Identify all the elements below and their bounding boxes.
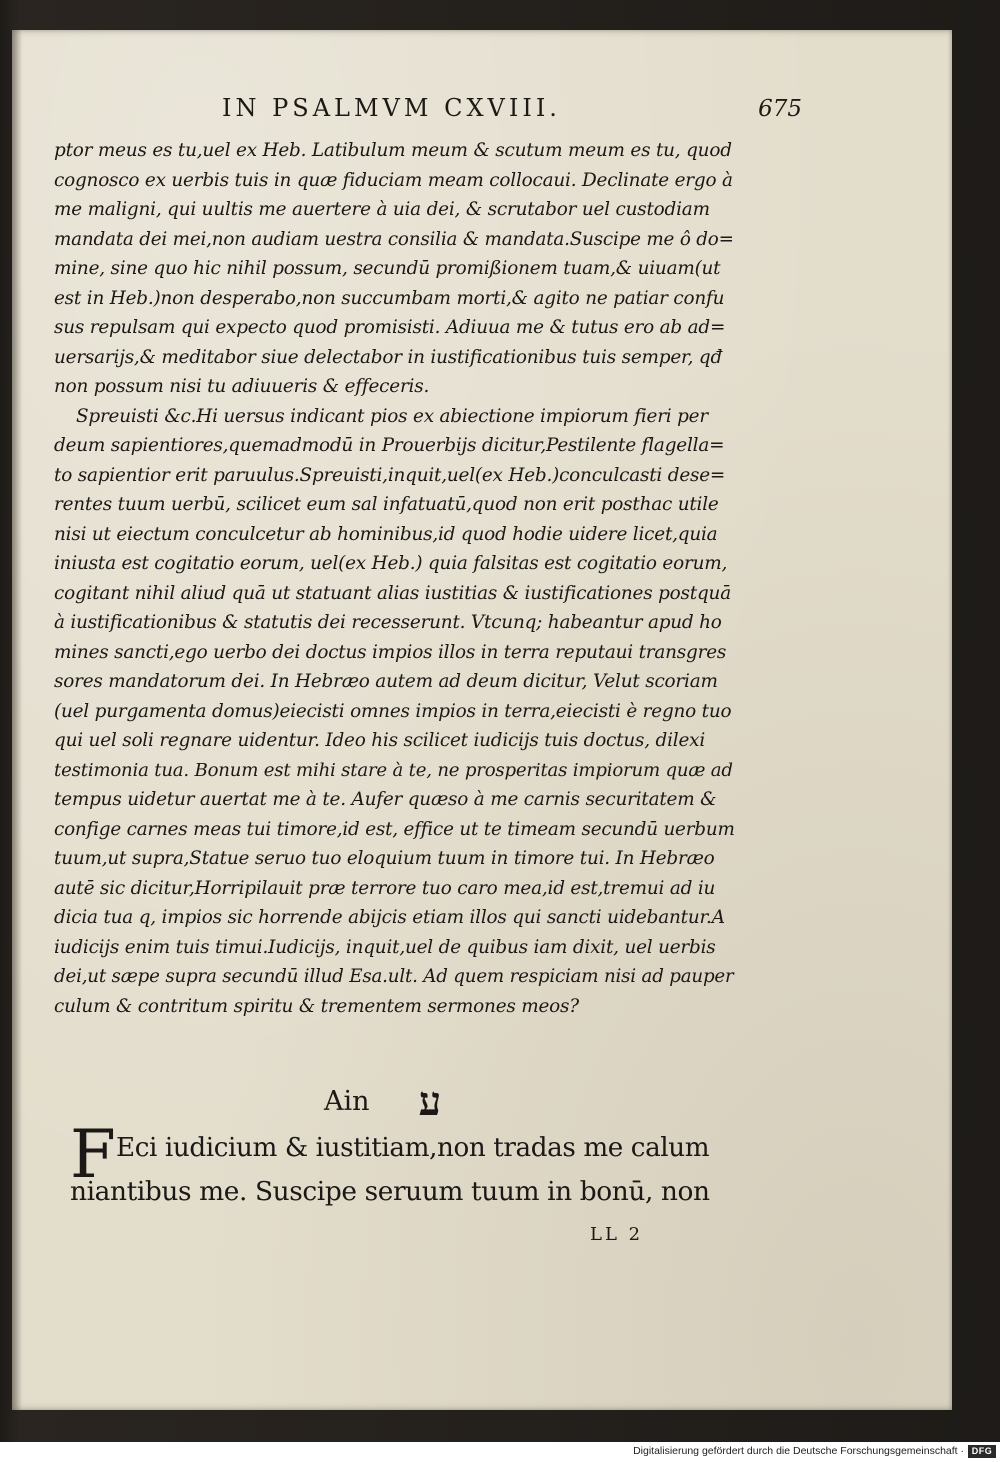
commentary-line: mine, sine quo hic nihil possum, secundū promißionem tuam,& uiuam(ut bbox=[54, 258, 721, 279]
drop-capital: F bbox=[70, 1116, 116, 1193]
commentary-line: cogitant nihil aliud quā ut statuant alias iustitias & iustificationes postquā bbox=[54, 582, 731, 604]
commentary-line: autē sic dicitur,Horripilauit præ terrore tuo caro mea,id est,tremui ad iu bbox=[54, 877, 716, 899]
running-head-title: IN PSALMVM CXVIII. bbox=[222, 94, 561, 122]
commentary-line: mines sancti,ego uerbo dei doctus impios illos in terra reputaui transgres bbox=[54, 641, 727, 663]
commentary-line: (uel purgamenta domus)eiecisti omnes impios in terra,eiecisti è regno tuo bbox=[54, 700, 732, 722]
signature-mark: LL 2 bbox=[590, 1224, 644, 1245]
commentary-line: à iustificationibus & statutis dei recesserunt. Vtcunq; habeantur apud ho bbox=[54, 612, 722, 633]
commentary-line: cognosco ex uerbis tuis in quæ fiduciam meam collocaui. Declinate ergo à bbox=[54, 169, 733, 191]
hebrew-letter-ayin: ע bbox=[418, 1078, 442, 1125]
dfg-logo: DFG bbox=[968, 1445, 996, 1458]
commentary-line: culum & contritum spiritu & trementem sermones meos? bbox=[54, 995, 579, 1017]
commentary-line: dicia tua q, impios sic horrende abijcis etiam illos qui sancti uidebantur.A bbox=[54, 907, 725, 928]
commentary-line: uersarijs,& meditabor siue delectabor in iustificationibus tuis semper, qđ bbox=[54, 346, 723, 368]
digitization-footer bbox=[0, 1442, 1000, 1462]
commentary-line: rentes tuum uerbū, scilicet eum sal infatuatū,quod non erit posthac utile bbox=[54, 494, 719, 515]
commentary-line: sores mandatorum dei. In Hebræo autem ad deum dicitur, Velut scoriam bbox=[54, 671, 718, 692]
book-page bbox=[12, 30, 952, 1410]
commentary-line: qui uel soli regnare uidentur. Ideo his scilicet iudicijs tuis doctus, dilexi bbox=[54, 730, 705, 751]
running-head bbox=[182, 94, 802, 130]
commentary-line: me maligni, qui uultis me auertere à uia dei, & scrutabor uel custodiam bbox=[54, 199, 710, 220]
psalm-verse-line: niantibus me. Suscipe seruum tuum in bonū, non bbox=[70, 1176, 710, 1207]
commentary-line: nisi ut eiectum conculcetur ab hominibus,id quod hodie uidere licet,quia bbox=[54, 523, 718, 545]
commentary-line: confige carnes meas tui timore,id est, effice ut te timeam secundū uerbum bbox=[54, 818, 735, 840]
commentary-line: tempus uidetur auertat me à te. Aufer quæso à me carnis securitatem & bbox=[54, 789, 717, 810]
section-heading bbox=[324, 1078, 442, 1125]
commentary-line: tuum,ut supra,Statue seruo tuo eloquium tuum in timore tui. In Hebræo bbox=[54, 848, 715, 869]
page-gutter-shadow bbox=[12, 30, 22, 1410]
commentary-line: to sapientior erit paruulus.Spreuisti,inquit,uel(ex Heb.)conculcasti dese= bbox=[54, 464, 726, 486]
commentary-line: dei,ut sæpe supra secundū illud Esa.ult. Ad quem respiciam nisi ad pauper bbox=[54, 966, 734, 987]
commentary-line: non possum nisi tu adiuueris & effeceris. bbox=[54, 376, 430, 397]
commentary-line: mandata dei mei,non audiam uestra consilia & mandata.Suscipe me ô do= bbox=[54, 228, 734, 250]
page-number: 675 bbox=[758, 96, 802, 122]
commentary-text bbox=[54, 136, 734, 1021]
commentary-line: deum sapientiores,quemadmodū in Prouerbijs dicitur,Pestilente flagella= bbox=[54, 435, 725, 456]
commentary-line: Spreuisti &c.Hi uersus indicant pios ex abiectione impiorum fieri per bbox=[76, 405, 708, 427]
section-heading-word: Ain bbox=[324, 1086, 370, 1117]
commentary-line: testimonia tua. Bonum est mihi stare à te, ne prosperitas impiorum quæ ad bbox=[54, 759, 733, 781]
commentary-line: sus repulsam qui expecto quod promisisti. Adiuua me & tutus ero ab ad= bbox=[54, 317, 726, 338]
commentary-line: est in Heb.)non desperabo,non succumbam morti,& agito ne patiar confu bbox=[54, 287, 725, 309]
psalm-verse-block bbox=[70, 1116, 750, 1214]
psalm-verse-line: Eci iudicium & iustitiam,non tradas me calum bbox=[116, 1133, 710, 1163]
commentary-line: iniusta est cogitatio eorum, uel(ex Heb.) quia falsitas est cogitatio eorum, bbox=[54, 553, 728, 574]
commentary-line: ptor meus es tu,uel ex Heb. Latibulum meum & scutum meum es tu, quod bbox=[54, 140, 732, 161]
footer-credit: Digitalisierung gefördert durch die Deutsche Forschungsgemeinschaft · bbox=[633, 1445, 964, 1457]
commentary-line: iudicijs enim tuis timui.Iudicijs, inquit,uel de quibus iam dixit, uel uerbis bbox=[54, 936, 716, 958]
